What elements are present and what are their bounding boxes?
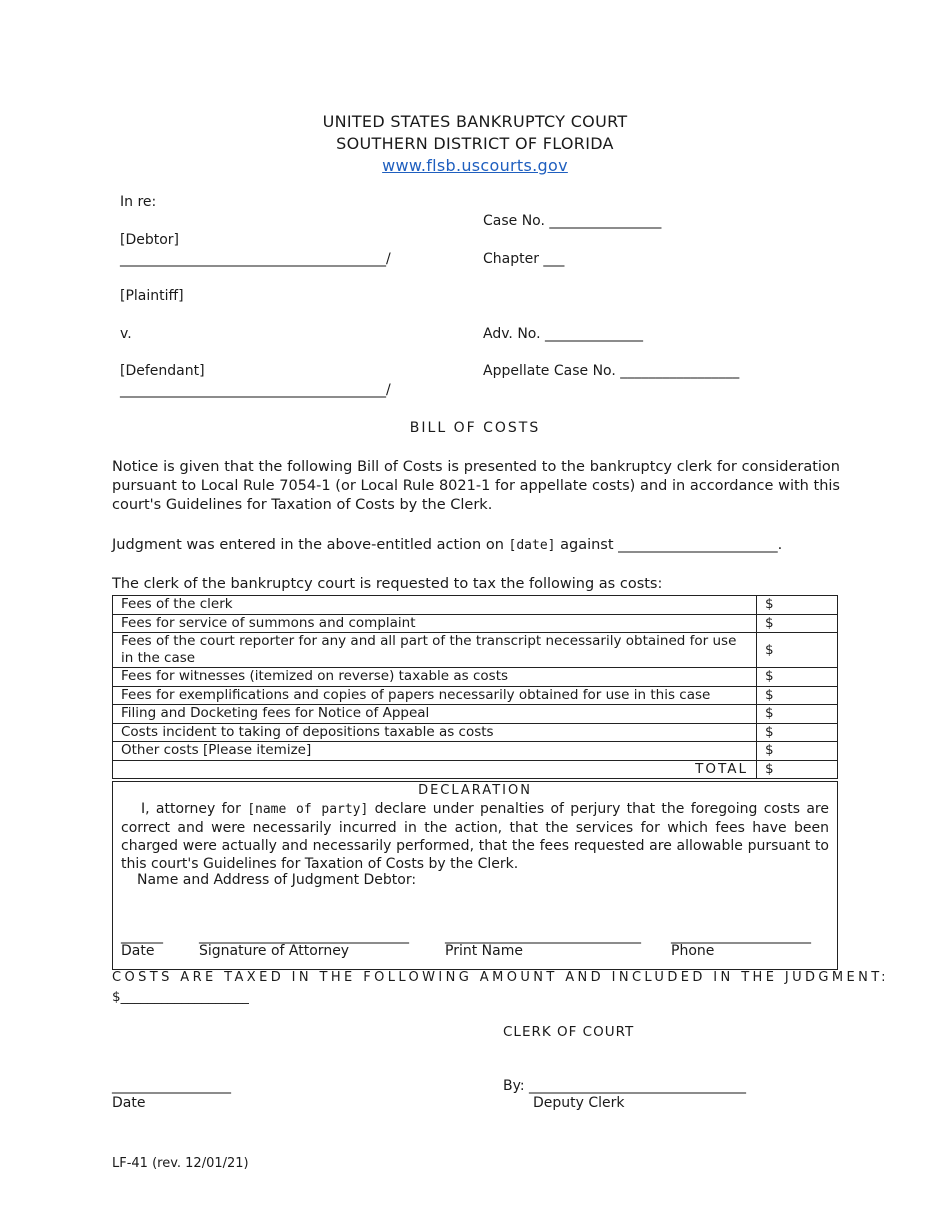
declaration-heading: DECLARATION: [418, 783, 532, 798]
cost-item-label: Fees of the clerk: [113, 596, 757, 615]
clerk-date-label: Date: [112, 1095, 146, 1111]
judgment-suffix: against ______________________.: [555, 537, 783, 553]
costs-table: [112, 595, 838, 779]
form-identifier: LF-41 (rev. 12/01/21): [112, 1156, 249, 1171]
table-row: [113, 596, 838, 615]
document-title: BILL OF COSTS: [409, 420, 541, 436]
declaration-text: [121, 800, 829, 873]
debtor-placeholder: [Debtor]: [120, 232, 180, 248]
cost-item-label: Fees for exemplifications and copies of papers necessarily obtained for use in this case: [113, 686, 757, 705]
judgment-date-placeholder: [date]: [508, 538, 556, 553]
signature-line[interactable]: ______________________________: [199, 928, 409, 944]
cost-item-amount[interactable]: $: [757, 596, 838, 615]
plaintiff-placeholder: [Plaintiff]: [120, 288, 184, 304]
cost-item-amount[interactable]: $: [757, 723, 838, 742]
total-amount[interactable]: $: [757, 760, 838, 779]
website-link-text[interactable]: www.flsb.uscourts.gov: [382, 156, 568, 175]
court-name: UNITED STATES BANKRUPTCY COURT: [322, 112, 628, 131]
declaration-box: [112, 781, 838, 970]
deputy-clerk-label: Deputy Clerk: [533, 1095, 625, 1111]
signature-label: Signature of Attorney: [199, 943, 350, 959]
print-name-line[interactable]: ____________________________: [445, 928, 641, 944]
table-row: [113, 614, 838, 633]
table-row: [113, 633, 838, 668]
notice-paragraph: Notice is given that the following Bill of Costs is presented to the bankruptcy clerk for consideration pursuant to Local Rule 7054-1 (or Local Rule 8021-1 for appellate costs) and in accordance with this court's Guidelines for Taxation of Costs by the Clerk.: [112, 459, 840, 513]
clerk-of-court-title: CLERK OF COURT: [503, 1024, 635, 1040]
phone-label: Phone: [671, 943, 715, 959]
in-re-label: In re:: [120, 194, 157, 210]
table-row: [113, 742, 838, 761]
defendant-line: ______________________________________/: [120, 382, 391, 398]
declaration-prefix: I, attorney for: [141, 801, 248, 817]
cost-item-amount[interactable]: $: [757, 705, 838, 724]
table-row: [113, 668, 838, 687]
cost-item-amount[interactable]: $: [757, 742, 838, 761]
clerk-date-line[interactable]: _________________: [112, 1078, 231, 1094]
party-name-placeholder: [name of party]: [247, 802, 369, 817]
debtor-line: ______________________________________/: [120, 251, 391, 267]
cost-item-label: Fees for service of summons and complaint: [113, 614, 757, 633]
taxed-statement: COSTS ARE TAXED IN THE FOLLOWING AMOUNT AND INCLUDED IN THE JUDGMENT:: [112, 970, 889, 985]
cost-item-amount[interactable]: $: [757, 668, 838, 687]
table-row: [113, 723, 838, 742]
cost-item-label: Filing and Docketing fees for Notice of Appeal: [113, 705, 757, 724]
declaration-date-label: Date: [121, 943, 155, 959]
cost-item-amount[interactable]: $: [757, 633, 838, 668]
appellate-case-number-field: Appellate Case No. _________________: [483, 363, 740, 379]
defendant-placeholder: [Defendant]: [120, 363, 205, 379]
total-label: TOTAL: [113, 760, 757, 779]
adversary-number-field: Adv. No. ______________: [483, 326, 644, 342]
cost-item-label: Fees for witnesses (itemized on reverse) taxable as costs: [113, 668, 757, 687]
judgment-sentence: [112, 537, 782, 553]
chapter-field: Chapter ___: [483, 251, 565, 267]
cost-item-label: Other costs [Please itemize]: [113, 742, 757, 761]
deputy-signature-line[interactable]: By: _______________________________: [503, 1078, 747, 1094]
cost-item-label: Costs incident to taking of depositions taxable as costs: [113, 723, 757, 742]
judgment-prefix: Judgment was entered in the above-entitled action on: [112, 537, 509, 553]
print-name-label: Print Name: [445, 943, 523, 959]
cost-item-amount[interactable]: $: [757, 686, 838, 705]
district-name: SOUTHERN DISTRICT OF FLORIDA: [336, 134, 614, 153]
declaration-date-line[interactable]: ______: [121, 928, 163, 944]
judgment-debtor-label: Name and Address of Judgment Debtor:: [137, 872, 417, 888]
table-row: [113, 705, 838, 724]
costs-intro: The clerk of the bankruptcy court is requested to tax the following as costs:: [112, 576, 663, 592]
taxed-amount-line[interactable]: $___________________: [112, 989, 249, 1005]
versus-label: v.: [120, 326, 132, 342]
table-row: [113, 686, 838, 705]
cost-item-amount[interactable]: $: [757, 614, 838, 633]
court-website-link[interactable]: [0, 156, 950, 175]
phone-line[interactable]: ____________________: [671, 928, 811, 944]
cost-item-label: Fees of the court reporter for any and all part of the transcript necessarily obtained for use in the case: [113, 633, 757, 668]
case-number-field: Case No. ________________: [483, 213, 662, 229]
declaration-suffix: declare under penalties of perjury that the foregoing costs are correct and were necessarily incurred in the action, that the services for which fees have been charged were actually and necessarily performed, that the fees requested are allowable pursuant to this court's Guidelines for Taxation of Costs by the Clerk.: [121, 801, 829, 872]
total-row: [113, 760, 838, 779]
